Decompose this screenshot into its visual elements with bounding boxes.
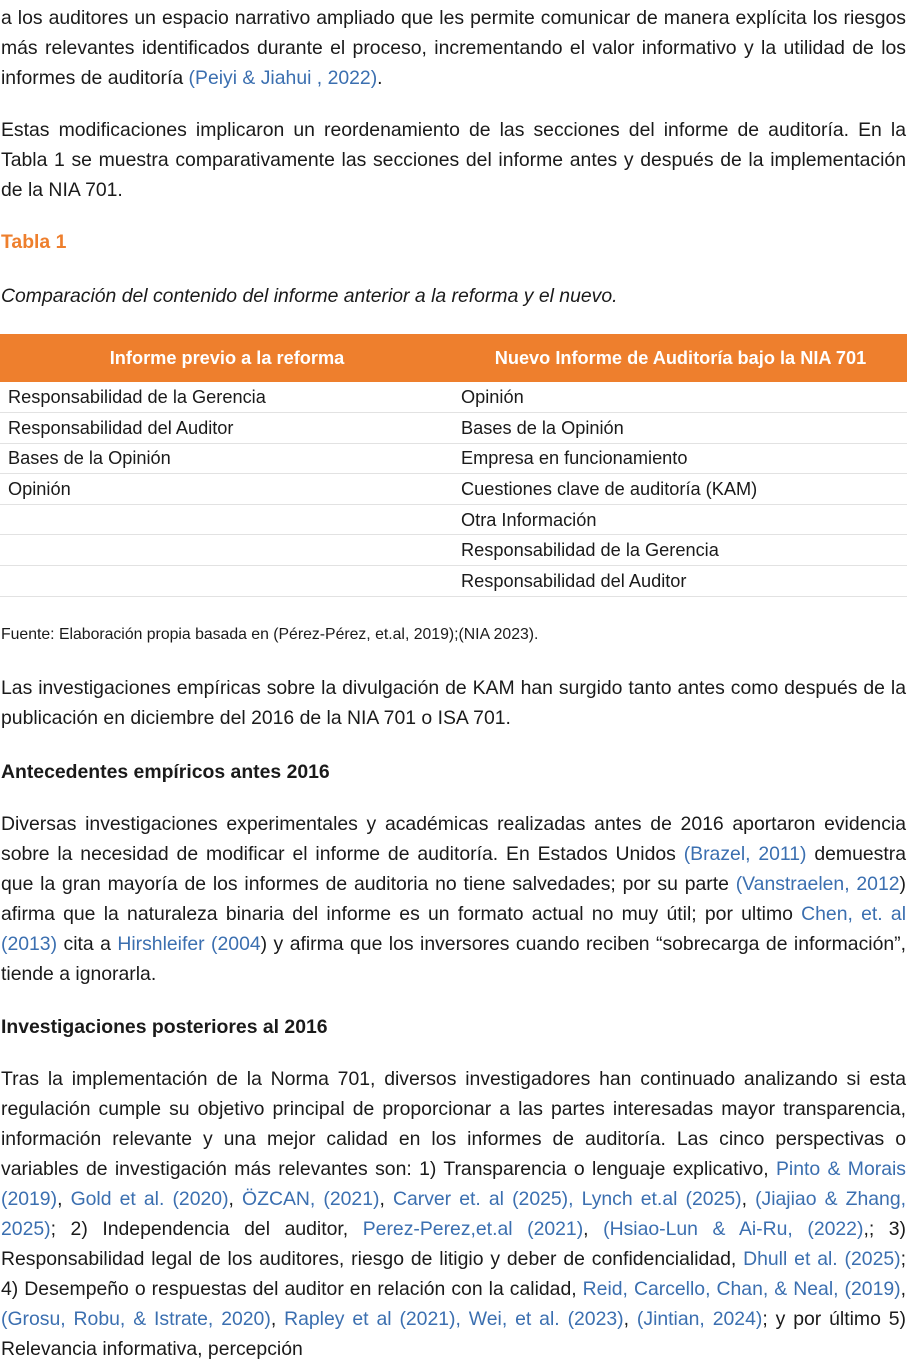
paragraph-text: ,: [379, 1188, 393, 1210]
paragraph-text: ,: [623, 1308, 637, 1330]
paragraph-text: ) y afirma que los inversores cuando reciben “sobrecarga de información”, tiende a ignorarla.: [1, 933, 906, 985]
paragraph-text: ,: [57, 1188, 71, 1210]
table-source-note: Fuente: Elaboración propia basada en (Pérez-Pérez, et.al, 2019);(NIA 2023).: [1, 626, 539, 643]
citation-link[interactable]: Pinto & Morais (2019): [1, 1158, 906, 1210]
paragraph-investigations: Las investigaciones empíricas sobre la divulgación de KAM han surgido tanto antes como después de la publicación en diciembre del 2016 de la NIA 701 o ISA 701.: [1, 677, 906, 729]
table-row: [0, 413, 907, 444]
table-header-cell: Nuevo Informe de Auditoría bajo la NIA 701: [454, 334, 907, 382]
table-cell: Empresa en funcionamiento: [454, 443, 907, 474]
table-cell: Opinión: [0, 474, 454, 505]
table-row: [0, 443, 907, 474]
paragraph-text: .: [377, 67, 383, 89]
paragraph-after-2016: [1, 1064, 906, 1364]
citation-link[interactable]: (Jintian, 2024): [636, 1308, 763, 1330]
section-heading-after-2016: Investigaciones posteriores al 2016: [1, 1016, 328, 1038]
table-row: [0, 566, 907, 597]
citation-link[interactable]: Carver et. al (2025), Lynch et.al (2025): [392, 1188, 742, 1210]
paragraph-text: ,: [583, 1218, 604, 1240]
table-cell: Cuestiones clave de auditoría (KAM): [454, 474, 907, 505]
paragraph-intro: [1, 3, 906, 93]
paragraph-reorder: Estas modificaciones implicaron un reordenamiento de las secciones del informe de auditoría. En la Tabla 1 se muestra comparativamente las secciones del informe antes y después de la implementación de la NIA 701.: [1, 119, 906, 201]
comparison-table: [0, 334, 907, 597]
table-row: [0, 535, 907, 566]
paragraph-text: ,: [228, 1188, 243, 1210]
table-cell: Responsabilidad de la Gerencia: [0, 382, 454, 413]
table-header-row: [0, 334, 907, 382]
table-cell: Otra Información: [454, 504, 907, 535]
citation-link[interactable]: ÖZCAN, (2021): [242, 1188, 380, 1210]
table-cell: Bases de la Opinión: [454, 413, 907, 444]
citation-link[interactable]: Gold et al. (2020): [70, 1188, 229, 1210]
paragraph-text: Tras la implementación de la Norma 701, diversos investigadores han continuado analizando si esta regulación cumple su objetivo principal de proporcionar a las partes interesadas mayor transparencia, información relevante y una mejor calidad en los informes de auditoría. Las cinco perspectivas o variables de investigación más relevantes son: 1) Transparencia o lenguaje explicativo,: [1, 1068, 906, 1180]
citation-link[interactable]: (Peiyi & Jiahui , 2022): [188, 67, 378, 89]
table-row: [0, 504, 907, 535]
table-cell: Responsabilidad del Auditor: [454, 566, 907, 597]
table-row: [0, 382, 907, 413]
citation-link[interactable]: (Brazel, 2011): [683, 843, 807, 865]
citation-link[interactable]: (Grosu, Robu, & Istrate, 2020): [1, 1308, 271, 1330]
table-row: [0, 474, 907, 505]
section-heading-before-2016: Antecedentes empíricos antes 2016: [1, 761, 330, 783]
paragraph-text: ; 4) Desempeño o respuestas del auditor en relación con la calidad,: [1, 1248, 906, 1300]
paragraph-text: Diversas investigaciones experimentales y académicas realizadas antes de 2016 aportaron evidencia sobre la necesidad de modificar el informe de auditoría. En Estados Unidos: [1, 813, 906, 865]
paragraph-text: a los auditores un espacio narrativo ampliado que les permite comunicar de manera explícita los riesgos más relevantes identificados durante el proceso, incrementando el valor informativo y la utilidad de los informes de auditoría: [1, 7, 906, 89]
table-cell: [0, 535, 454, 566]
citation-link[interactable]: Dhull et al. (2025): [743, 1248, 901, 1270]
table-cell: [0, 566, 454, 597]
table-label: Tabla 1: [1, 231, 67, 253]
paragraph-text: cita a: [57, 933, 118, 955]
citation-link[interactable]: (Hsiao-Lun & Ai-Ru, (2022): [603, 1218, 864, 1240]
table-cell: [0, 504, 454, 535]
paragraph-text: ,: [741, 1188, 756, 1210]
citation-link[interactable]: (Vanstraelen, 2012: [735, 873, 900, 895]
citation-link[interactable]: Reid, Carcello, Chan, & Neal, (2019): [582, 1278, 901, 1300]
paragraph-text: ,; 3) Responsabilidad legal de los auditores, riesgo de litigio y deber de confidencialidad,: [1, 1218, 907, 1270]
paragraph-text: ,: [270, 1308, 285, 1330]
citation-link[interactable]: (Jiajiao & Zhang, 2025): [1, 1188, 906, 1240]
paragraph-text: ; y por último 5) Relevancia informativa, percepción: [1, 1308, 907, 1360]
table-cell: Responsabilidad de la Gerencia: [454, 535, 907, 566]
table-header-cell: Informe previo a la reforma: [0, 334, 454, 382]
paragraph-before-2016: [1, 809, 906, 989]
paragraph-text: ; 2) Independencia del auditor,: [50, 1218, 363, 1240]
paragraph-text: ) afirma que la naturaleza binaria del informe es un formato actual no muy útil; por ultimo: [1, 873, 906, 925]
table-cell: Opinión: [454, 382, 907, 413]
table-caption: Comparación del contenido del informe anterior a la reforma y el nuevo.: [1, 285, 618, 307]
citation-link[interactable]: Perez-Perez,et.al (2021): [362, 1218, 584, 1240]
paragraph-text: demuestra que la gran mayoría de los informes de auditoria no tiene salvedades; por su parte: [1, 843, 906, 895]
citation-link[interactable]: Chen, et. al (2013): [1, 903, 907, 955]
citation-link[interactable]: Hirshleifer (2004: [117, 933, 261, 955]
paragraph-text: ,: [900, 1278, 906, 1300]
citation-link[interactable]: Rapley et al (2021), Wei, et al. (2023): [284, 1308, 624, 1330]
table-cell: Bases de la Opinión: [0, 443, 454, 474]
table-cell: Responsabilidad del Auditor: [0, 413, 454, 444]
